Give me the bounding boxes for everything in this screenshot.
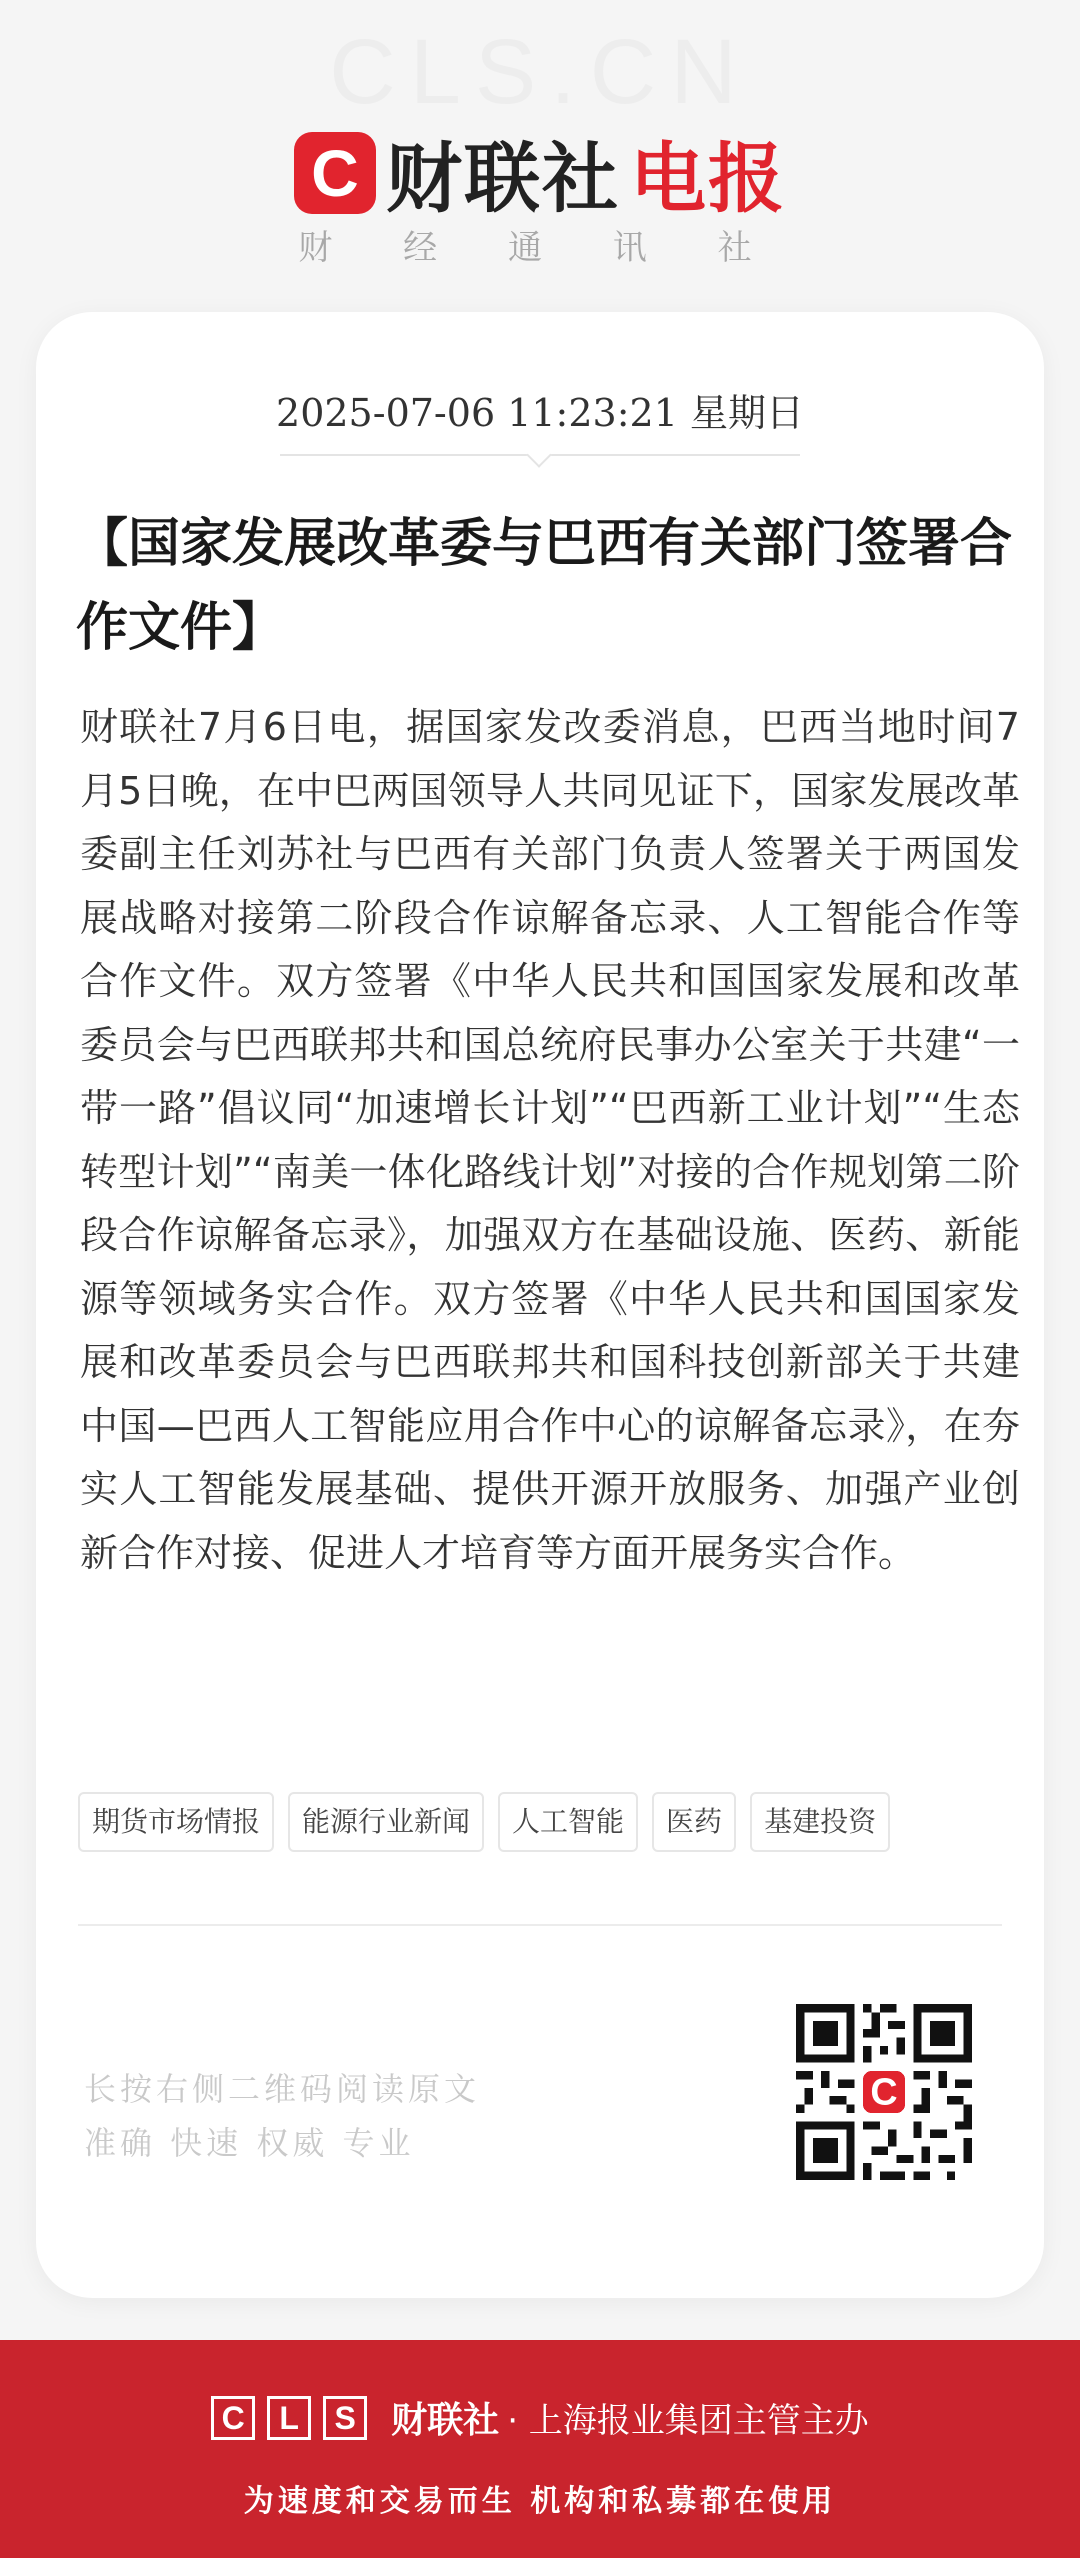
footer-banner [0, 2340, 1080, 2558]
svg-text:C: C [870, 2070, 898, 2113]
footer-org: · 上海报业集团主管主办 [507, 2401, 869, 2441]
qr-hint: 长按右侧二维码阅读原文 [84, 2070, 481, 2108]
qr-slogan: 准确 快速 权威 专业 [84, 2124, 415, 2162]
qr-code-icon[interactable] [796, 2004, 972, 2180]
brand-suffix: 电报 [630, 134, 786, 223]
footer-slogan: 为速度和交易而生 机构和私募都在使用 [243, 2484, 837, 2519]
datetime-notch [526, 442, 551, 467]
footer-brand-name: 财联社 [391, 2400, 500, 2441]
brand-name: 财联社 [386, 134, 620, 223]
section-divider [78, 1924, 1002, 1926]
article-title: 【国家发展改革委与巴西有关部门签署合作文件】 [76, 513, 1013, 658]
tag-infrastructure[interactable]: 基建投资 [750, 1792, 890, 1852]
article-card [36, 312, 1044, 2298]
tag-medicine[interactable]: 医药 [652, 1792, 736, 1852]
article-body: 财联社7月6日电，据国家发改委消息，巴西当地时间7月5日晚，在中巴两国领导人共同见证下，国家发展改革委副主任刘苏社与巴西有关部门负责人签署关于两国发展战略对接第二阶段合作谅解备忘录、人工智能合作等合作文件。双方签署《中华人民共和国国家发展和改革委员会与巴西联邦共和国总统府民事办公室关于共建“一带一路”倡议同“加速增长计划”“巴西新工业计划”“生态转型计划”“南美一体化路线计划”对接的合作规划第二阶段合作谅解备忘录》，加强双方在基础设施、医药、新能源等领域务实合作。双方签署《中华人民共和国国家发展和改革委员会与巴西联邦共和国科技创新部关于共建中国—巴西人工智能应用合作中心的谅解备忘录》，在夯实人工智能发展基础、提供开源开放服务、加强产业创新合作对接、促进人才培育等方面开展务实合作。 [80, 705, 1020, 1575]
tag-energy[interactable]: 能源行业新闻 [288, 1792, 484, 1852]
footer-brand-row [0, 2392, 1080, 2443]
cls-letter-l: L [267, 2396, 311, 2440]
tag-futures[interactable]: 期货市场情报 [78, 1792, 274, 1852]
brand-subtitle: 财 经 通 讯 社 [298, 228, 782, 268]
cls-letter-s: S [323, 2396, 367, 2440]
brand-logo [0, 118, 1080, 227]
tag-list [78, 1792, 1018, 1852]
cls-letter-c: C [211, 2396, 255, 2440]
article-datetime: 2025-07-06 11:23:21 星期日 [276, 391, 804, 435]
tag-ai[interactable]: 人工智能 [498, 1792, 638, 1852]
watermark: CLS.CN [329, 21, 751, 123]
cls-logo-icon: C [294, 132, 376, 214]
